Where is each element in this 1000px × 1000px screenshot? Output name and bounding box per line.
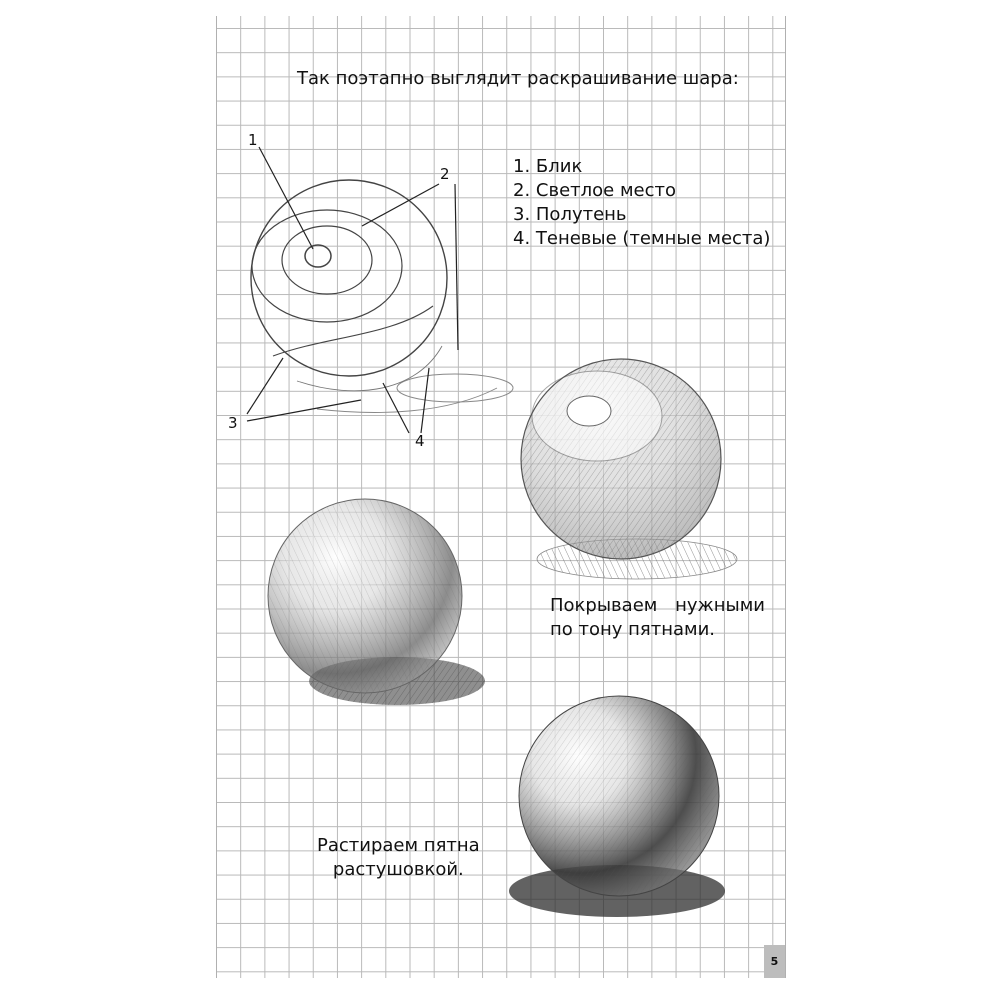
- legend-item: 3. Полутень: [513, 204, 627, 225]
- caption-word: нужными: [675, 595, 765, 616]
- sphere-outline-sketch: [247, 147, 513, 433]
- caption-word: Покрываем: [550, 595, 658, 616]
- page-title: Так поэтапно выглядит раскрашивание шара:: [297, 68, 739, 89]
- sphere-tone-spots: [521, 359, 737, 579]
- callout-2: 2: [440, 165, 450, 183]
- caption-tone-spots: [550, 594, 765, 642]
- callout-4: 4: [415, 432, 425, 450]
- legend-item: 2. Светлое место: [513, 180, 676, 201]
- sphere-final: [509, 696, 725, 917]
- caption-blending: [317, 834, 480, 882]
- legend-item: 4. Теневые (темные места): [513, 228, 771, 249]
- callout-1: 1: [248, 131, 258, 149]
- caption-line: Растираем пятна: [317, 835, 480, 856]
- sphere-shaded: [268, 499, 485, 705]
- notebook-page: [216, 16, 786, 978]
- legend-list: [513, 155, 770, 251]
- caption-line: растушовкой.: [332, 859, 464, 880]
- legend-item: 1. Блик: [513, 156, 583, 177]
- page-number: 5: [764, 945, 785, 978]
- callout-3: 3: [228, 414, 238, 432]
- caption-line: по тону пятнами.: [550, 619, 716, 640]
